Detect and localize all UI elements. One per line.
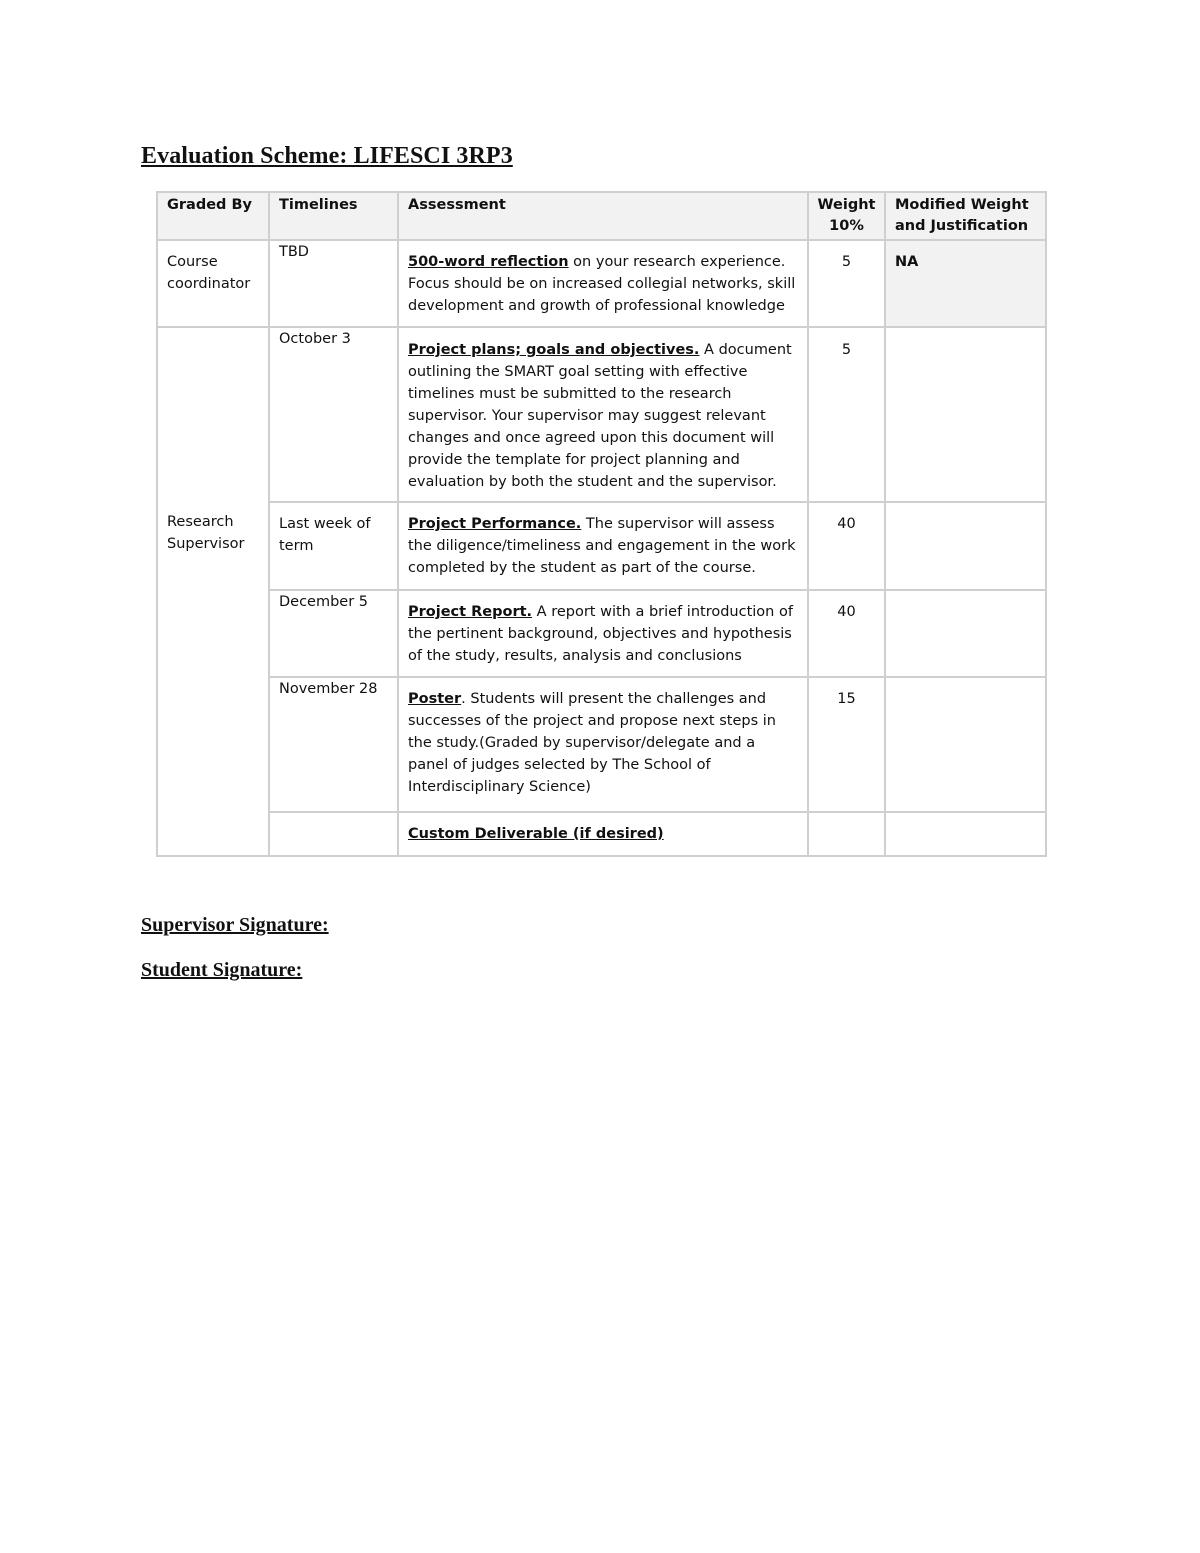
- header-modified-weight: Modified Weight and Justification: [885, 192, 1046, 240]
- modified-weight-cell: [885, 590, 1046, 677]
- assessment-lead: Project plans; goals and objectives.: [408, 342, 700, 358]
- header-weight: Weight 10%: [808, 192, 885, 240]
- assessment-desc: on your research experience. Focus should be on increased collegial networks, skill development and growth of professional knowledge: [408, 254, 796, 314]
- timeline-cell: October 3: [269, 327, 398, 502]
- assessment-cell: [398, 240, 808, 327]
- modified-weight-cell: NA: [885, 240, 1046, 327]
- modified-weight-cell: [885, 812, 1046, 856]
- weight-cell: 5: [808, 327, 885, 502]
- timeline-cell: November 28: [269, 677, 398, 812]
- graded-by-cell: Research Supervisor: [157, 327, 269, 856]
- header-graded-by: Graded By: [157, 192, 269, 240]
- assessment-lead: 500-word reflection: [408, 254, 569, 270]
- table-row: [157, 327, 1046, 502]
- assessment-cell: [398, 590, 808, 677]
- graded-by-cell: Course coordinator: [157, 240, 269, 327]
- assessment-desc: . Students will present the challenges and successes of the project and propose next steps in the study.(Graded by supervisor/delegate and a panel of judges selected by The School of Interdisciplinary Science): [408, 691, 776, 795]
- weight-cell: 5: [808, 240, 885, 327]
- assessment-lead: Poster: [408, 691, 462, 707]
- table-row: [157, 677, 1046, 812]
- weight-cell: 40: [808, 502, 885, 590]
- table-row: [157, 240, 1046, 327]
- student-signature-label: Student Signature:: [141, 959, 303, 981]
- modified-weight-cell: [885, 677, 1046, 812]
- table-row: [157, 812, 1046, 856]
- evaluation-table: [156, 191, 1047, 857]
- header-timelines: Timelines: [269, 192, 398, 240]
- assessment-lead: Project Report.: [408, 604, 533, 620]
- timeline-cell: TBD: [269, 240, 398, 327]
- table-row: [157, 590, 1046, 677]
- assessment-desc: A report with a brief introduction of the pertinent background, objectives and hypothesis of the study, results, analysis and conclusions: [408, 604, 793, 664]
- assessment-desc: A document outlining the SMART goal setting with effective timelines must be submitted to the research supervisor. Your supervisor may suggest relevant changes and once agreed upon this document will provide the template for project planning and evaluation by both the student and the supervisor.: [408, 342, 792, 490]
- assessment-cell: [398, 502, 808, 590]
- modified-weight-cell: [885, 502, 1046, 590]
- assessment-lead: Project Performance.: [408, 516, 582, 532]
- assessment-cell: [398, 812, 808, 856]
- weight-cell: [808, 812, 885, 856]
- table-row: [157, 502, 1046, 590]
- weight-cell: 15: [808, 677, 885, 812]
- assessment-lead: Custom Deliverable (if desired): [408, 826, 664, 842]
- timeline-cell: December 5: [269, 590, 398, 677]
- page-title: Evaluation Scheme: LIFESCI 3RP3: [141, 143, 513, 169]
- weight-cell: 40: [808, 590, 885, 677]
- supervisor-signature-label: Supervisor Signature:: [141, 914, 329, 936]
- table-header-row: [157, 192, 1046, 240]
- assessment-desc: The supervisor will assess the diligence/timeliness and engagement in the work completed by the student as part of the course.: [408, 516, 796, 576]
- timeline-cell: Last week of term: [269, 502, 398, 590]
- timeline-cell: [269, 812, 398, 856]
- assessment-cell: [398, 327, 808, 502]
- assessment-cell: [398, 677, 808, 812]
- header-assessment: Assessment: [398, 192, 808, 240]
- modified-weight-cell: [885, 327, 1046, 502]
